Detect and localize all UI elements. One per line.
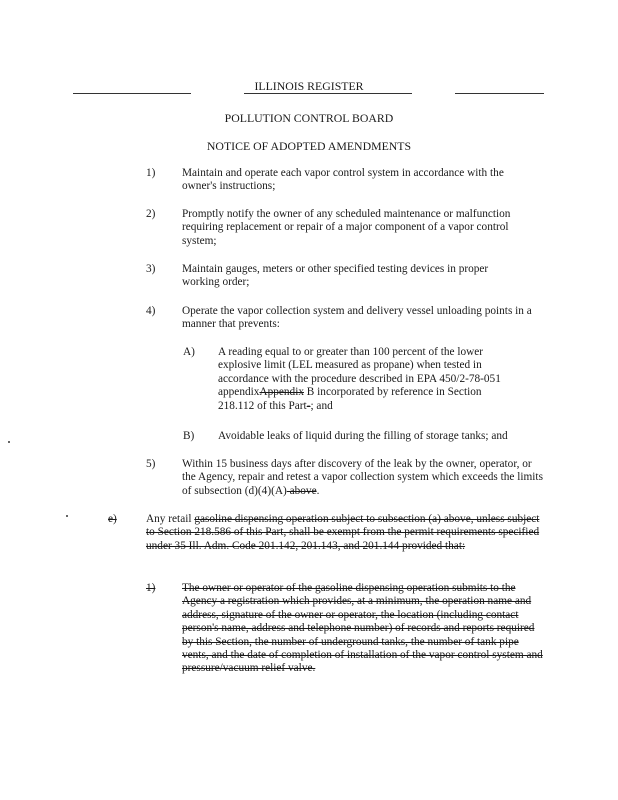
section-e-text bbox=[146, 513, 540, 553]
item-5-text-before: Within 15 business days after discovery of the leak by the owner, operator, or the Agency, repair and retest a vapor collection system which exceeds the limits of subsection (d)(4)(A) bbox=[182, 458, 543, 497]
item-text: Maintain gauges, meters or other specified testing devices in proper working order; bbox=[182, 263, 489, 289]
item-5-text bbox=[182, 458, 544, 498]
subitem-a-struck-2: - bbox=[306, 399, 311, 412]
subitem-b-text: Avoidable leaks of liquid during the filling of storage tanks; and bbox=[218, 430, 508, 442]
header-rule-right bbox=[455, 93, 544, 94]
header-rule-left bbox=[73, 93, 191, 94]
scan-mark bbox=[8, 441, 10, 443]
subitem-a-text-after: B incorporated by reference in Section 218.112 of this Part bbox=[218, 386, 482, 412]
notice-title: NOTICE OF ADOPTED AMENDMENTS bbox=[206, 139, 412, 153]
subitem-a-text bbox=[218, 346, 520, 413]
section-e1-number-text: 1) bbox=[146, 582, 156, 594]
subitem-number: B) bbox=[183, 430, 195, 442]
item-text: Maintain and operate each vapor control system in accordance with the owner's instructions; bbox=[182, 167, 504, 193]
item-number: 3) bbox=[146, 263, 156, 275]
item-5-struck: above bbox=[286, 484, 317, 497]
item-number: 4) bbox=[146, 305, 156, 317]
item-number: 2) bbox=[146, 208, 156, 220]
item-5-text-end: . bbox=[316, 484, 320, 497]
section-e-letter bbox=[108, 513, 117, 525]
subitem-a-text-before: A reading equal to or greater than 100 percent of the lower explosive limit (LEL measured as propane) when tested in accordance with the procedure described in EPA 450/2-78-051 appendix bbox=[218, 346, 501, 399]
section-e1-struck: The owner or operator of the gasoline dispensing operation submits to the Agency a registration which provides, at a minimum, the operation name and address, signature of the owner or operator, the location (including contact person's name, address and telephone number) of records and reports required by this Section, the number of underground tanks, the number of tank pipe vents, and the date of completion of installation of the vapor control system and pressure/vacuum relief valve. bbox=[182, 582, 543, 675]
subitem-number: A) bbox=[183, 346, 195, 358]
item-number: 5) bbox=[146, 458, 156, 470]
subitem-a-struck: Appendix bbox=[259, 386, 304, 399]
section-e-struck: gasoline dispensing operation subject to subsection (a) above, unless subject to Section 218.586 of this Part, shall be exempt from the permit requirements specified under 35 Ill. Adm. Code 201.142, 201.143, and 201.144 provided that: bbox=[146, 513, 540, 552]
board-title: POLLUTION CONTROL BOARD bbox=[224, 111, 394, 125]
section-e-text-plain: Any retail bbox=[146, 513, 195, 525]
register-title: ILLINOIS REGISTER bbox=[254, 79, 364, 93]
section-e-letter-text: e) bbox=[108, 513, 117, 525]
scan-mark bbox=[66, 515, 68, 517]
item-number: 1) bbox=[146, 167, 156, 179]
section-e1-number bbox=[146, 582, 155, 594]
section-e1-text bbox=[182, 582, 544, 676]
item-text: Operate the vapor collection system and delivery vessel unloading points in a manner that prevents: bbox=[182, 305, 532, 331]
item-text: Promptly notify the owner of any scheduled maintenance or malfunction requiring replacement or repair of a major component of a vapor control system; bbox=[182, 208, 511, 247]
subitem-a-text-end: ; and bbox=[310, 399, 333, 412]
